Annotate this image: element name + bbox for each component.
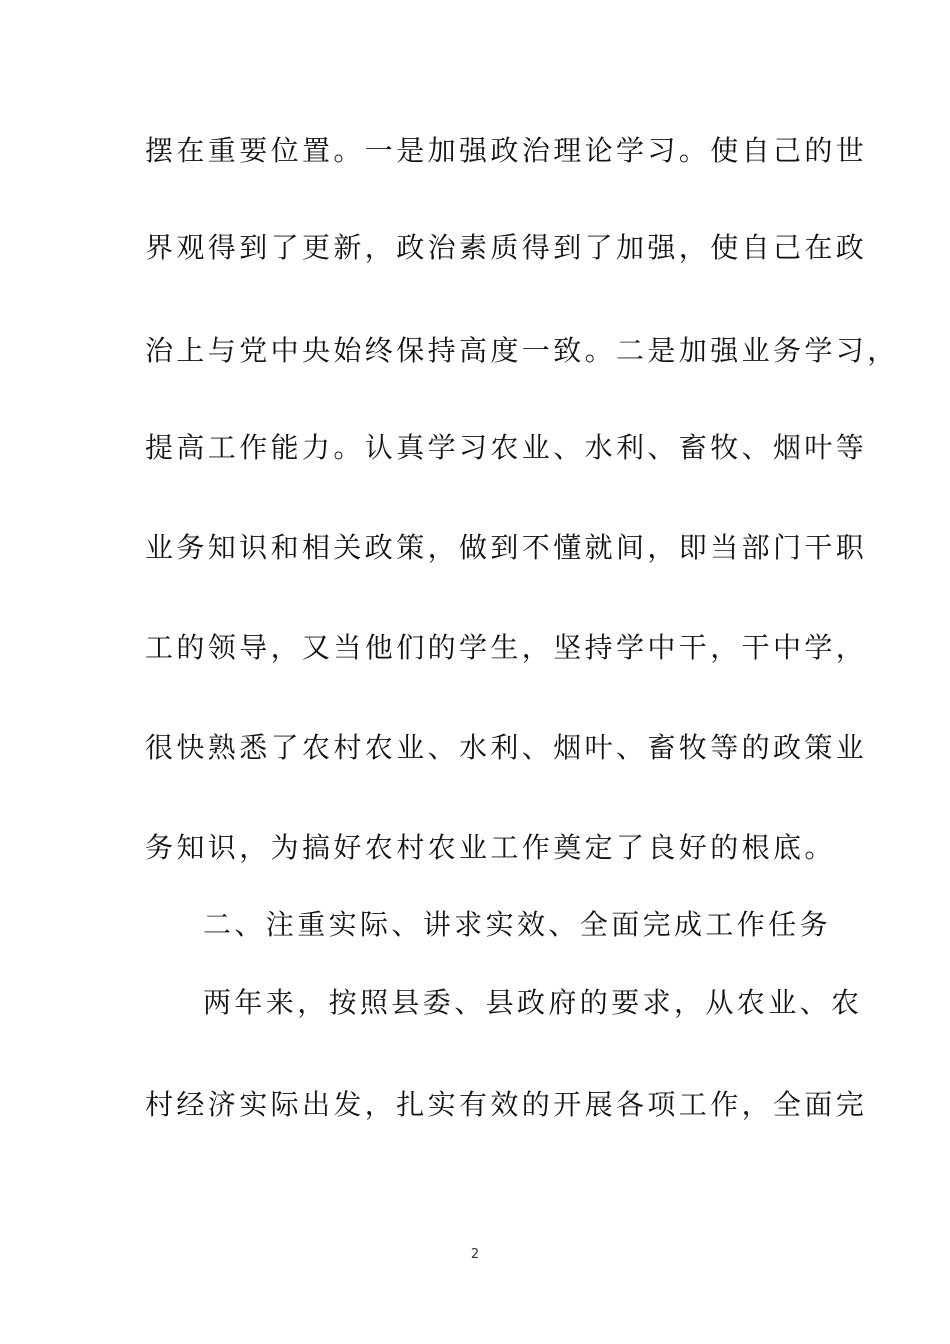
text-line-1: 摆在重要位置。一是加强政治理论学习。使自己的世 bbox=[145, 134, 868, 167]
section-heading: 二、注重实际、讲求实效、全面完成工作任务 bbox=[203, 908, 832, 941]
text-line-6: 工的领导，又当他们的学生，坚持学中干，干中学， bbox=[145, 631, 868, 664]
text-line-7: 很快熟悉了农村农业、水利、烟叶、畜牧等的政策业 bbox=[145, 731, 868, 764]
text-line-8: 务知识，为搞好农村农业工作奠定了良好的根底。 bbox=[145, 831, 836, 864]
page-number: 2 bbox=[470, 1247, 480, 1262]
text-line-4: 提高工作能力。认真学习农业、水利、畜牧、烟叶等 bbox=[145, 431, 868, 464]
text-line-10: 两年来，按照县委、县政府的要求，从农业、农 bbox=[203, 986, 863, 1019]
text-line-2: 界观得到了更新，政治素质得到了加强，使自己在政 bbox=[145, 231, 868, 264]
text-line-11: 村经济实际出发，扎实有效的开展各项工作，全面完 bbox=[145, 1088, 868, 1121]
text-line-3: 治上与党中央始终保持高度一致。二是加强业务学习， bbox=[145, 334, 899, 367]
text-line-5: 业务知识和相关政策，做到不懂就间，即当部门干职 bbox=[145, 531, 868, 564]
